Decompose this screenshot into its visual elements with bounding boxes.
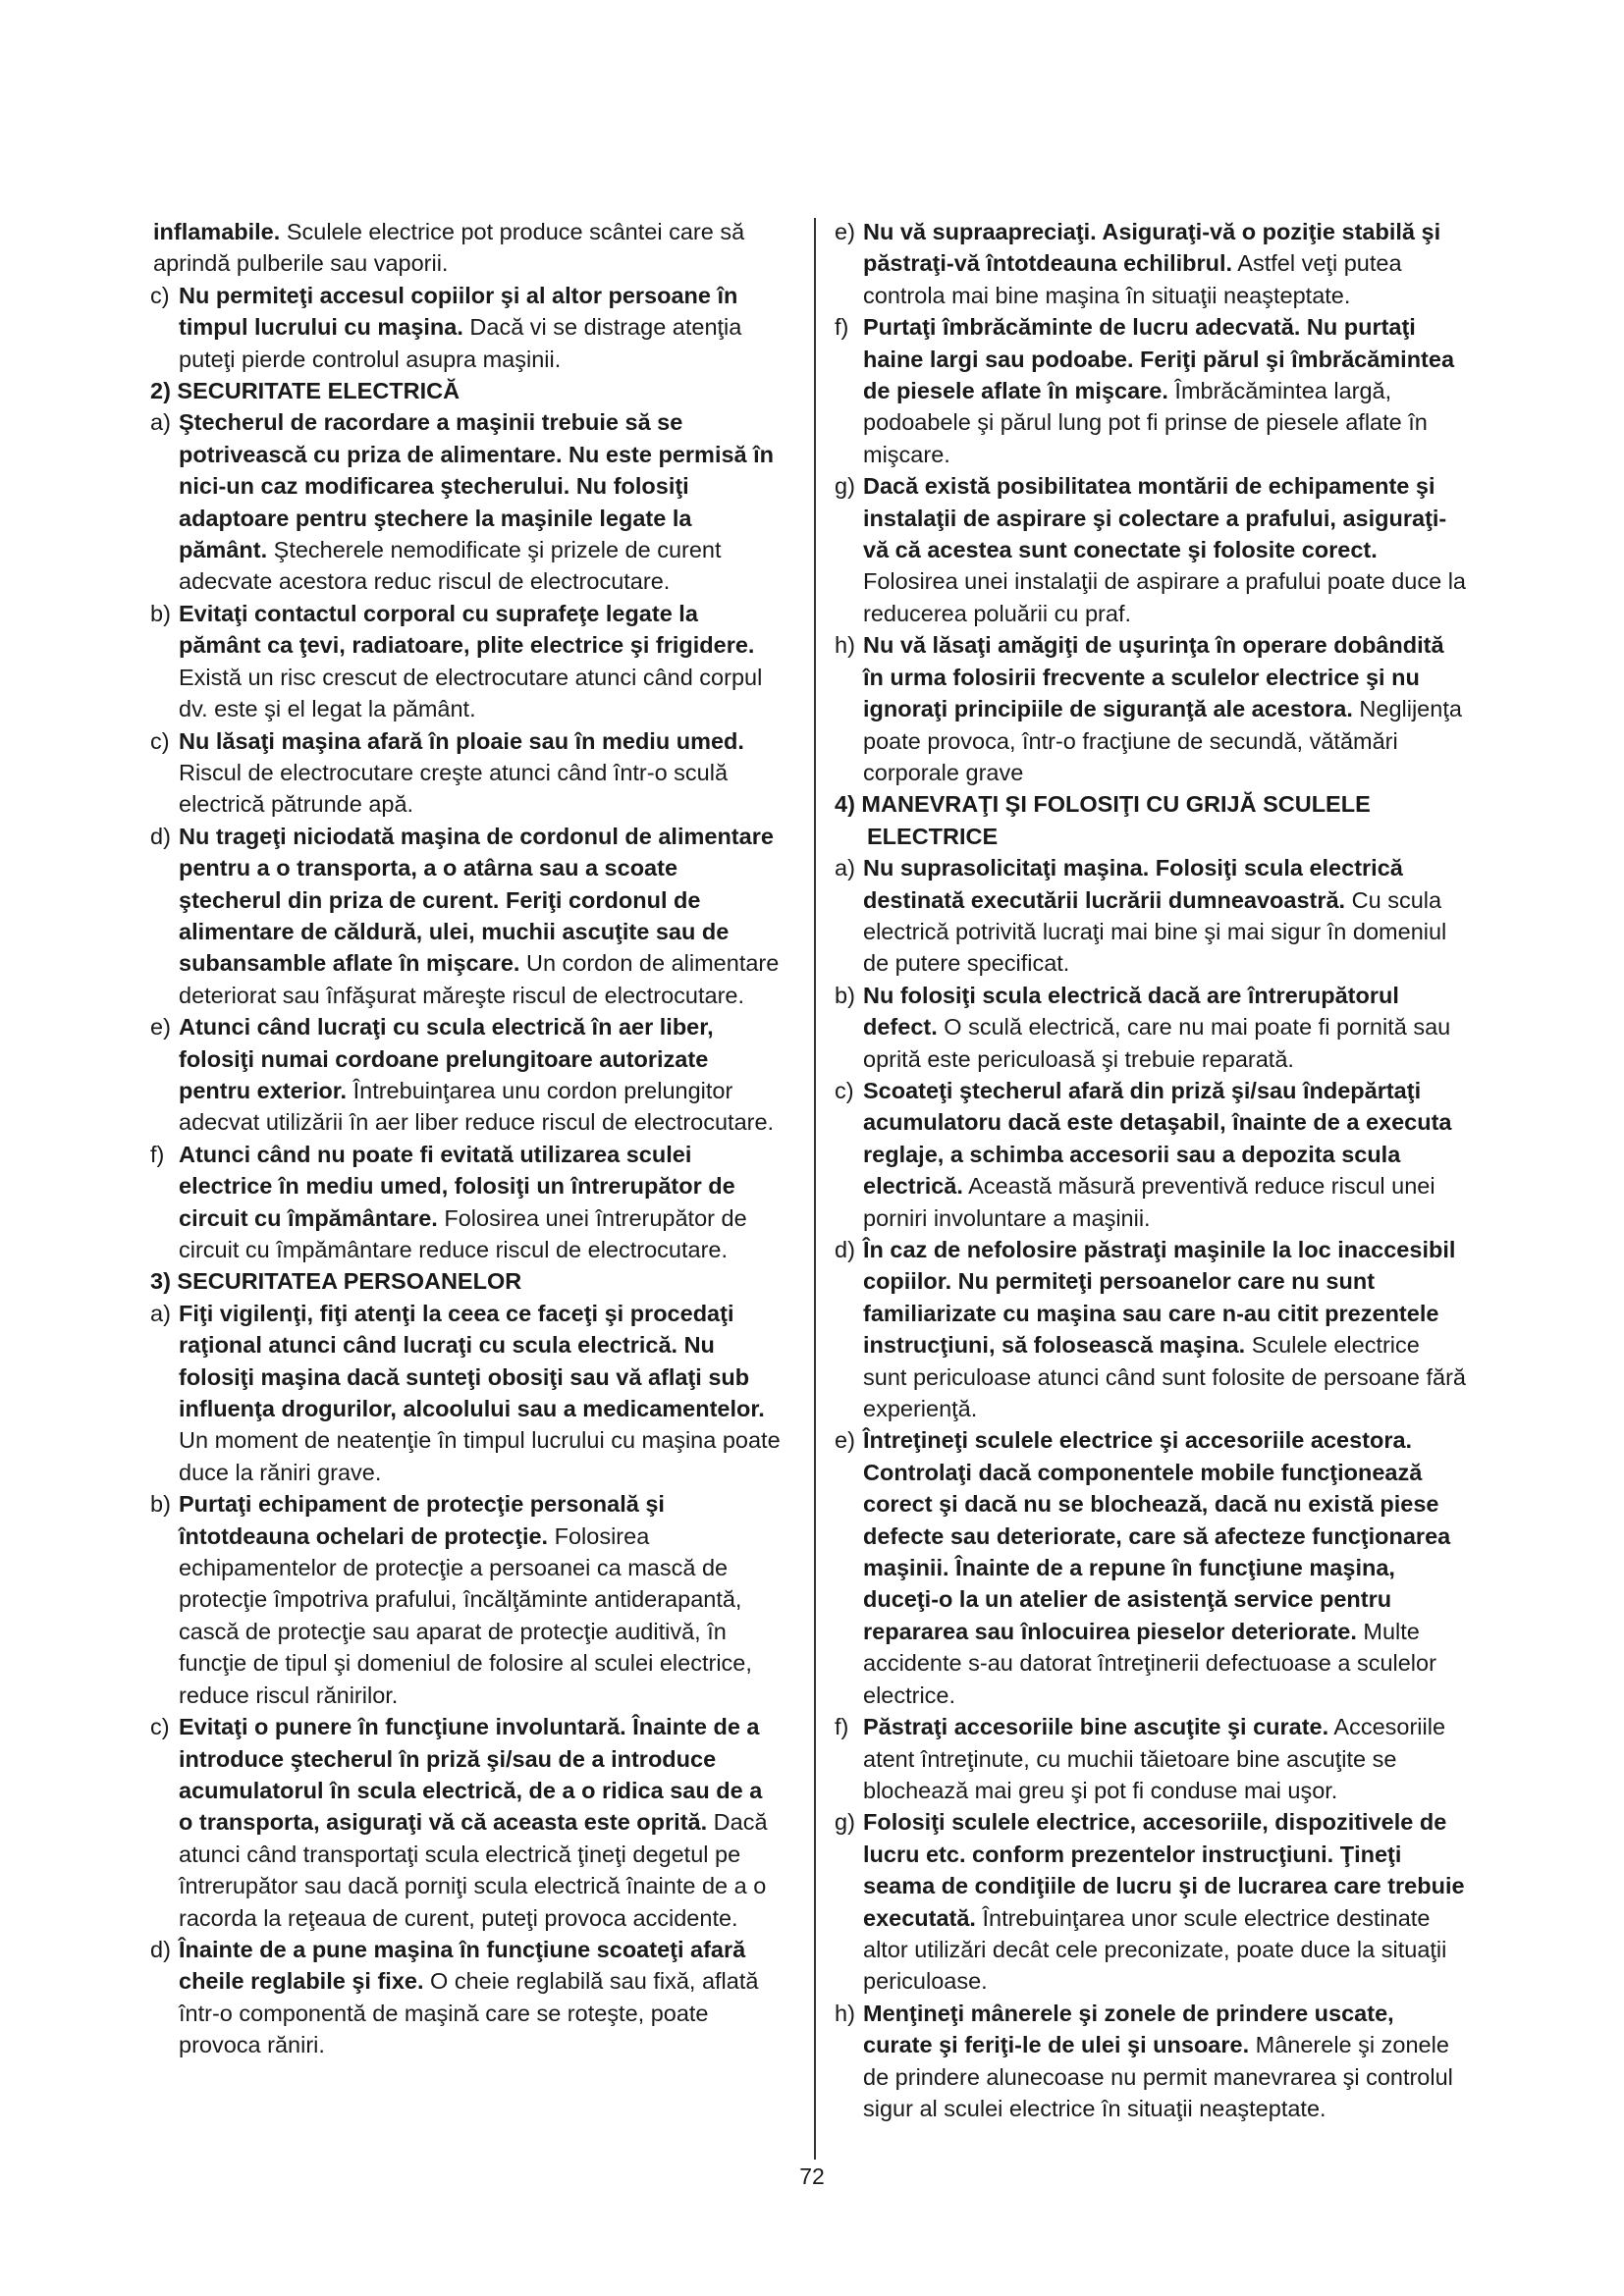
section-heading-3: 3) SECURITATEA PERSOANELOR <box>150 1268 522 1295</box>
column-divider <box>814 218 816 2160</box>
instruction-2a <box>150 406 782 597</box>
body-text: Un moment de neatenţie în timpul lucrului cu maşina poate duce la răniri grave. <box>179 1427 781 1485</box>
instruction-4c <box>835 1075 1466 1234</box>
instruction-2f <box>150 1139 782 1266</box>
instruction-2d <box>150 821 782 1011</box>
item-label: e) <box>835 219 855 244</box>
bold-text: Nu lăsaţi maşina afară în ploaie sau în mediu umed. <box>179 727 744 754</box>
item-label: d) <box>150 823 171 849</box>
body-text: Multe accidente s-au datorat întreţinerii defectuoase a sculelor electrice. <box>863 1618 1436 1708</box>
item-label: e) <box>150 1014 171 1041</box>
item-label: h) <box>835 2000 855 2026</box>
instruction-4h <box>835 1998 1466 2125</box>
bold-text: Nu vă supraapreciaţi. Asiguraţi-vă o poziţie stabilă şi păstraţi-vă întotdeauna echilibrul. <box>863 219 1441 277</box>
instruction-4d <box>835 1234 1466 1424</box>
bold-text: Evitaţi contactul corporal cu suprafeţe legate la pământ ca ţevi, radiatoare, plite electrice şi frigidere. <box>179 600 755 659</box>
instruction-4a <box>835 852 1466 980</box>
bold-text: Nu trageţi niciodată maşina de cordonul de alimentare pentru a o transporta, a o atârna sau a scoate ştecherul din priza de curent. Feriţi cordonul de alimentare de căldură, ulei, muchii ascuţite sau de subansamble aflate în mişcare. <box>179 823 774 977</box>
body-text: Îmbrăcămintea largă, podoabele şi părul lung pot fi prinse de piesele aflate în mişcare. <box>863 378 1428 467</box>
continued-paragraph <box>150 216 782 280</box>
right-column <box>835 216 1466 2124</box>
instruction-4e <box>835 1424 1466 1711</box>
body-text: Astfel veţi putea controla mai bine maşina în situaţii neaşteptate. <box>863 250 1402 308</box>
bold-text: Purtaţi echipament de protecţie personală şi întotdeauna ochelari de protecţie. <box>179 1491 665 1549</box>
body-text: Dacă vi se distrage atenţia puteţi pierde controlul asupra maşinii. <box>179 314 742 372</box>
section-heading-2: 2) SECURITATE ELECTRICĂ <box>150 378 460 404</box>
bold-text: Nu folosiţi scula electrică dacă are întrerupătorul defect. <box>863 982 1399 1041</box>
bold-text: Folosiţi sculele electrice, accesoriile, dispozitivele de lucru etc. conform prezentelor instrucţiuni. Ţineţi seama de condiţiile de lucru şi de lucrarea care trebuie executată. <box>863 1809 1465 1931</box>
instruction-4g <box>835 1806 1466 1997</box>
bold-text: Atunci când lucraţi cu scula electrică în aer liber, folosiţi numai cordoane prelungitoare autorizate pentru exterior. <box>179 1014 714 1103</box>
left-column <box>150 216 782 2061</box>
instruction-3h <box>835 629 1466 788</box>
instruction-4f <box>835 1711 1466 1806</box>
item-label: a) <box>150 409 171 436</box>
item-label: d) <box>835 1237 855 1262</box>
bold-text: Nu permiteţi accesul copiilor şi al altor persoane în timpul lucrului cu maşina. <box>179 282 738 341</box>
bold-text: Ştecherul de racordare a maşinii trebuie să se potrivească cu priza de alimentare. Nu este permisă în nici-un caz modificarea ştecherului. Nu folosiţi adaptoare pentru ştechere la maşinile legate la pământ. <box>179 409 775 563</box>
section-heading-4-continued: ELECTRICE <box>867 823 999 849</box>
item-label: e) <box>835 1427 855 1454</box>
bold-text: Nu suprasolicitaţi maşina. Folosiţi scula electrică destinată executării lucrării dumneavoastră. <box>863 855 1403 913</box>
item-label: d) <box>150 1936 171 1962</box>
instruction-3d <box>150 1934 782 2061</box>
item-label: a) <box>835 855 855 881</box>
item-label: f) <box>150 1141 165 1167</box>
instruction-3b <box>150 1488 782 1711</box>
bold-text: Scoateţi ştecherul afară din priză şi/sau îndepărtaţi acumulatoru dacă este detaşabil, înainte de a executa reglaje, a schimba accesorii sau a depozita scula electrică. <box>863 1077 1452 1200</box>
item-label: b) <box>150 600 171 626</box>
instruction-3f <box>835 311 1466 470</box>
bold-text: Atunci când nu poate fi evitată utilizarea sculei electrice în mediu umed, folosiţi un întrerupător de circuit cu împământare. <box>179 1141 735 1231</box>
section-heading-4: 4) MANEVRAŢI ŞI FOLOSIŢI CU GRIJĂ SCULELE <box>835 791 1371 818</box>
page-number: 72 <box>799 2163 825 2189</box>
body-text: Sculele electrice pot produce scântei care să aprindă pulberile sau vaporii. <box>153 219 745 277</box>
item-label: g) <box>835 473 855 500</box>
body-text: O cheie reglabilă sau fixă, aflată într-o componentă de maşină care se roteşte, poate provoca răniri. <box>179 1968 759 2058</box>
body-text: Folosirea unei întrerupător de circuit cu împământare reduce riscul de electrocutare. <box>179 1204 747 1262</box>
item-label: a) <box>150 1300 171 1326</box>
item-label: c) <box>150 1714 170 1740</box>
bold-text: Menţineţi mânerele şi zonele de prindere uscate, curate şi feriţi-le de ulei şi unsoare. <box>863 2000 1394 2058</box>
item-label: f) <box>835 314 849 341</box>
instruction-3e <box>835 216 1466 311</box>
bold-text: Fiţi vigilenţi, fiţi atenţi la ceea ce faceţi şi procedaţi raţional atunci când lucraţi cu scula electrică. Nu folosiţi maşina dacă sunteţi obosiţi sau vă aflaţi sub influenţa drogurilor, alcoolului sau a medicamentelor. <box>179 1300 765 1422</box>
bold-text: Întreţineţi sculele electrice şi accesoriile acestora. Controlaţi dacă componentele mobile funcţionează corect şi dacă nu se blochează, dacă nu există piese defecte sau deteriorate, care să afecteze funcţionarea maşinii. Înainte de a repune în funcţiune maşina, duceţi-o la un atelier de asistenţă service pentru repararea sau înlocuirea pieselor deteriorate. <box>863 1427 1451 1644</box>
body-text: Mânerele şi zonele de prindere alunecoase nu permit manevrarea şi controlul sigur al sculei electrice în situaţii neaşteptate. <box>863 2032 1453 2121</box>
instruction-1c <box>150 280 782 375</box>
instruction-3g <box>835 470 1466 629</box>
item-label: h) <box>835 632 855 659</box>
bold-text: Înainte de a pune maşina în funcţiune scoateţi afară cheile reglabile şi fixe. <box>179 1936 746 1995</box>
body-text: Neglijenţa poate provoca, într-o fracţiune de secundă, vătămări corporale grave <box>863 696 1462 785</box>
bold-text: inflamabile. <box>153 219 281 244</box>
instruction-2e <box>150 1011 782 1139</box>
instruction-3a <box>150 1298 782 1488</box>
item-label: c) <box>150 282 170 308</box>
instruction-3c <box>150 1711 782 1934</box>
body-text: Accesoriile atent întreţinute, cu muchii tăietoare bine ascuţite se blochează mai greu şi pot fi conduse mai uşor. <box>863 1714 1446 1803</box>
instruction-2c <box>150 725 782 821</box>
instruction-4b <box>835 980 1466 1075</box>
item-label: f) <box>835 1714 849 1740</box>
item-label: b) <box>835 982 855 1008</box>
body-text: Riscul de electrocutare creşte atunci când într-o sculă electrică pătrunde apă. <box>179 759 729 818</box>
body-text: Folosirea unei instalaţii de aspirare a prafului poate duce la reducerea poluării cu praf. <box>863 568 1466 626</box>
body-text: Există un risc crescut de electrocutare atunci când corpul dv. este şi el legat la pământ. <box>179 664 763 722</box>
item-label: b) <box>150 1491 171 1518</box>
item-label: g) <box>835 1809 855 1836</box>
body-text: Sculele electrice sunt periculoase atunci când sunt folosite de persoane fără experienţă. <box>863 1332 1467 1422</box>
bold-text: Nu vă lăsaţi amăgiţi de uşurinţa în operare dobândită în urma folosirii frecvente a sculelor electrice şi nu ignoraţi principiile de siguranţă ale acestora. <box>863 632 1444 722</box>
item-label: c) <box>835 1077 854 1103</box>
body-text: Folosirea echipamentelor de protecţie a persoanei ca mască de protecţie împotriva prafului, încălţăminte antiderapantă, cască de protecţie sau aparat de protecţie auditivă, în funcţie de tipul şi domeniul de folosire al sculei electrice, reduce riscul rănirilor. <box>179 1522 752 1708</box>
body-text: Întrebuinţarea unor scule electrice destinate altor utilizări decât cele preconizate, poate duce la situaţii periculoase. <box>863 1904 1447 1995</box>
bold-text: Păstraţi accesoriile bine ascuţite şi curate. <box>863 1714 1329 1740</box>
bold-text: Purtaţi îmbrăcăminte de lucru adecvată. Nu purtaţi haine largi sau podoabe. Feriţi părul şi îmbrăcămintea de piesele aflate în mişcare. <box>863 314 1455 404</box>
body-text: Întrebuinţarea unu cordon prelungitor adecvat utilizării în aer liber reduce riscul de electrocutare. <box>179 1077 775 1136</box>
body-text: Această măsură preventivă reduce riscul unei porniri involuntare a maşinii. <box>863 1173 1435 1231</box>
body-text: O sculă electrică, care nu mai poate fi pornită sau oprită este periculoasă şi trebuie reparată. <box>863 1014 1451 1072</box>
bold-text: Dacă există posibilitatea montării de echipamente şi instalaţii de aspirare şi colectare a prafului, asiguraţi-vă că acestea sunt conectate şi folosite corect. <box>863 473 1447 563</box>
body-text: Un cordon de alimentare deteriorat sau înfăşurat măreşte riscul de electrocutare. <box>179 950 780 1008</box>
bold-text: Evitaţi o punere în funcţiune involuntară. Înainte de a introduce ştecherul în priză şi/sau de a introduce acumulatorul în scula electrică, de a o ridica sau de a o transporta, asiguraţi vă că aceasta este oprită. <box>179 1714 763 1836</box>
body-text: Cu scula electrică potrivită lucraţi mai bine şi mai sigur în domeniul de putere specificat. <box>863 886 1447 977</box>
instruction-2b <box>150 598 782 725</box>
item-label: c) <box>150 727 170 754</box>
body-text: Ştecherele nemodificate şi prizele de curent adecvate acestora reduc riscul de electrocutare. <box>179 537 722 595</box>
bold-text: În caz de nefolosire păstraţi maşinile la loc inaccesibil copiilor. Nu permiteţi persoanelor care nu sunt familiarizate cu maşina sau care n-au citit prezentele instrucţiuni, să folosească maşina. <box>863 1237 1456 1359</box>
body-text: Dacă atunci când transportaţi scula electrică ţineţi degetul pe întrerupător sau dacă porniţi scula electrică înainte de a o racorda la reţeaua de curent, puteţi provoca accidente. <box>179 1809 768 1931</box>
